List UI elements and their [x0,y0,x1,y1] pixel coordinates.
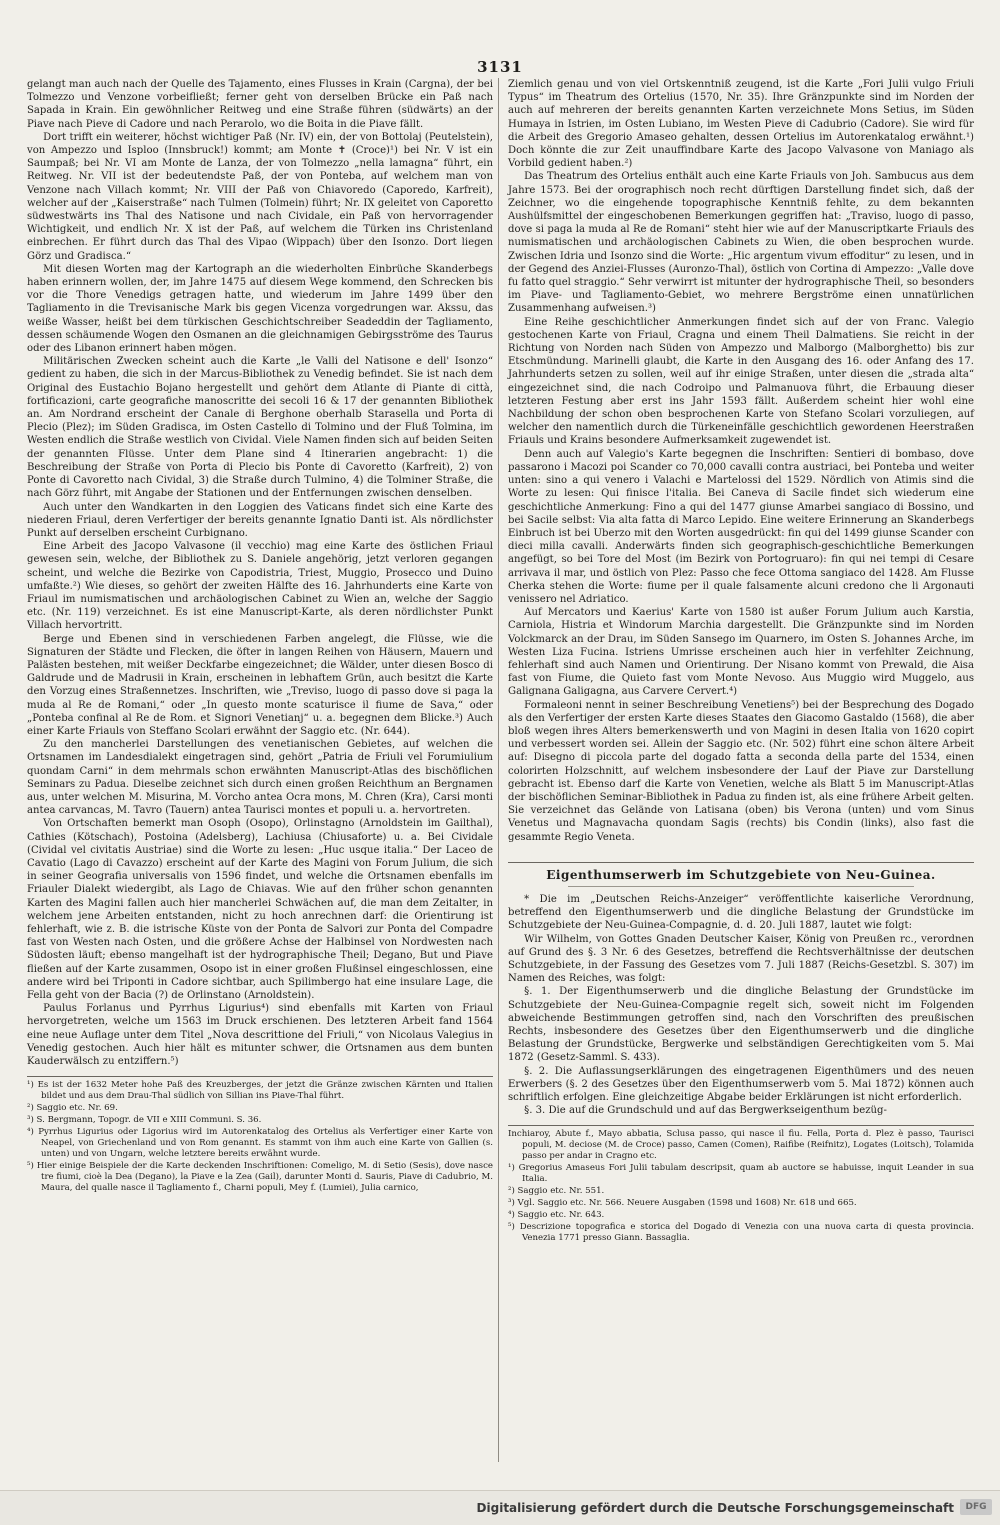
footnote: ³) Vgl. Saggio etc. Nr. 566. Neuere Ausgaben (1598 und 1608) Nr. 618 und 665. [508,1198,857,1209]
paragraph: Eine Arbeit des Jacopo Valvasone (il vecchio) mag eine Karte des östlichen Friaul gewesen sein, welche, der Bibliothek zu S. Daniele angehörig, jetzt verloren gegangen scheint, und welche die Bezirke von Capodistria, Triest, Muggio, Prosecco und Duino umfaßte.²) Wie dieses, so gehört der zweiten Hälfte des 16. Jahrhunderts eine Karte von Friaul im numismatischen und archäologischen Cabinet zu Wien an, welche der Saggio etc. (Nr. 119) verzeichnet. Es ist eine Manuscript-Karte, als deren nördlichster Punkt Villach hervortritt. [27,541,493,632]
footnote: ¹) Es ist der 1632 Meter hohe Paß des Kreuzberges, der jetzt die Gränze zwischen Kärnten und Italien bildet und aus dem Drau-Thal südlich von Sillian ins Piave-Thal führt. [27,1080,493,1102]
paragraph: Denn auch auf Valegio's Karte begegnen die Inschriften: Sentieri di bombaso, dove passarono i Macozi poi Scander co 70,000 cavalli contra austriaci, bei Ponteba und weiter unten: sino a qui venero i Valachi e Martelossi del 1529. Nördlich von Atimis sind die Worte zu lesen: Qui finisce l'italia. Bei Caneva di Sacile findet sich wiederum eine geschichtliche Anmerkung: Fino a qui del 1477 giunse Amarbei sangiaco di Bossino, und bei Sacile selbst: Via alta fatta di Marco Lepido. Eine weitere Erinnerung an Skanderbegs Einbruch ist bei Uberzo mit den Worten ausgedrückt: fin qui del 1499 giunse Scander con dieci milla cavalli. Anderwärts finden sich geographisch-geschichtliche Bemerkungen angefügt, so bei Tore del Most (im Bezirk von Portogruaro): fin qui nei tempi di Cesare arrivava il mar, und östlich von Plez: Passo che fece Ottoma sangiaco del 1428. Am Flusse Cherka stehen die Worte: fiume per il quale falsamente alcuni credono che li Argonauti venissero nel Adriatico. [508,448,974,605]
paragraph: Wir Wilhelm, von Gottes Gnaden Deutscher Kaiser, König von Preußen rc., verordnen auf Grund des §. 3 Nr. 6 des Gesetzes, betreffend die Rechtsverhältnisse der deutschen Schutzgebiete, in der Fassung des Gesetzes vom 7. Juli 1887 (Reichs-Gesetzbl. S. 307) im Namen des Reiches, was folgt: [508,933,974,985]
paragraph: Das Theatrum des Ortelius enthält auch eine Karte Friauls von Joh. Sambucus aus dem Jahre 1573. Bei der orographisch noch recht dürftigen Darstellung findet sich, daß der Zeichner, wo die eingehende topographische Kenntniß fehlte, zu dem bekannten Aushülfsmittel der eingeschobenen Bemerkungen gegriffen hat: „Traviso, luogo di passo, dove si paga la muda al Re de Romani“ steht hier wie auf der Manuscriptkarte Friauls des numismatischen und archäologischen Cabinets zu Wien, die oben besprochen wurde. Zwischen Idria und Isonzo sind die Worte: „Hic argentum vivum effoditur“ zu lesen, und in der Gegend des Anziei-Flusses (Auronzo-Thal), östlich von Cortina di Ampezzo: „Valle dove fu fatto quel straggio.“ Sehr verwirrt ist mitunter der hydrographische Theil, so besonders im Piave- und Tagliamento-Gebiet, wo mehrere Bergströme einen unnatürlichen Zusammenhang aufweisen.³) [508,171,974,315]
footnote: ⁴) Saggio etc. Nr. 643. [508,1210,605,1221]
paragraph: gelangt man auch nach der Quelle des Tajamento, eines Flusses in Krain (Cargna), der bei Tolmezzo und Venzone vorbeifließt; ferner geht von derselben Brücke ein Paß nach Sapada in Krain. Ein gewöhnlicher Reitweg und eine Straße führen (südwärts) an der Piave nach Pieve di Cadore und nach Perarolo, wo die Boita in die Piave fällt. [27,79,493,130]
paragraph: §. 3. Die auf die Grundschuld und auf das Bergwerkseigenthum bezüg- [524,1105,887,1117]
footnote: Inchiaroy, Abute f., Mayo abbatia, Sclusa passo, qui nasce il fiu. Fella, Porta d. Plez è passo, Taurisci populi, M. deciose (M. de Croce) passo, Camen (Comen), Raifibe (Reifnitz), Logates (Loitsch), Tolamida passo per andar in Cragno etc. [508,1129,974,1162]
paragraph: §. 1. Der Eigenthumserwerb und die dingliche Belastung der Grundstücke im Schutzgebiete der Neu-Guinea-Compagnie regelt sich, soweit nicht im Folgenden abweichende Bestimmungen getroffen sind, nach den Vorschriften des preußischen Rechts, insbesondere des Gesetzes über den Eigenthumserwerb und die dingliche Belastung der Grundstücke, Bergwerke und selbständigen Gerechtigkeiten vom 5. Mai 1872 (Gesetz-Samml. S. 433). [508,986,974,1064]
right-column [508,78,974,1245]
footnote: ¹) Gregorius Amaseus Fori Julii tabulam descripsit, quam ab auctore se habuisse, inquit Leander in sua Italia. [508,1163,974,1185]
paragraph: Militärischen Zwecken scheint auch die Karte „le Valli del Natisone e dell' Isonzo“ gedient zu haben, die sich in der Marcus-Bibliothek zu Venedig befindet. Sie ist nach dem Original des Eustachio Bojano hergestellt und gehört dem Atlante di Piante di città, fortificazioni, carte geografiche manoscritte dei secoli 16 & 17 der genannten Bibliothek an. Am Nordrand erscheint der Canale di Berghone oberhalb Starasella und Porta di Plecio (Plez); im Süden Gradisca, im Osten Castello di Tolmino und der Fluß Tolmina, im Westen endlich die Straße westlich von Cividal. Viele Namen finden sich auf beiden Seiten der genannten Flüsse. Unter dem Plane sind 4 Itinerarien angebracht: 1) die Beschreibung der Straße von Porta di Plecio bis Ponte di Cavoretto (Karfreit), 2) von Ponte di Cavoretto nach Cividal, 3) die Straße durch Tulmino, 4) die Tolminer Straße, die nach Görz führt, mit Angabe der Stationen und der Entfernungen zwischen denselben. [27,356,493,500]
section-title-rule [568,886,914,887]
column-divider [498,78,499,1462]
paragraph: Von Ortschaften bemerkt man Osoph (Osopo), Orlinstagno (Arnoldstein im Gailthal), Cathies (Kötschach), Postoina (Adelsberg), Lachiusa (Chiusaforte) u. a. Bei Cividale (Cividal vel civitatis Austriae) sind die Worte zu lesen: „Huc usque italia.“ Der Laceo de Cavatio (Lago di Cavazzo) erscheint auf der Karte des Magini von Forum Julium, die sich in seiner Geografia universalis von 1596 findet, und welche die Ortsnamen ebenfalls im Friauler Dialekt wiedergibt, als Lago de Chiavas. Wie auf den früher schon genannten Karten des Magini fallen auch hier mancherlei Schwächen auf, die man dem Zeitalter, in welchem jene Arbeiten entstanden, nicht zu hoch anrechnen darf: die Orientirung ist fehlerhaft, wie z. B. die istrische Küste von der Ponta de Salvori zur Ponta del Compadre fast von Westen nach Osten, und die größere Achse der Halbinsel von Nordwesten nach Südosten läuft; ebenso mangelhaft ist der hydrographische Theil; Degano, But und Piave fließen auf der Karte zusammen, Osopo ist in einer großen Flußinsel eingeschlossen, eine andere wird bei Triponti in Cadore sichtbar, auch Spilimbergo hat eine insulare Lage, die Fella geht von der Bacia (?) de Orlinstano (Arnoldstein). [27,818,493,1002]
footnote: ³) S. Bergmann, Topogr. de VII e XIII Communi. S. 36. [27,1115,262,1126]
paragraph: * Die im „Deutschen Reichs-Anzeiger“ veröffentlichte kaiserliche Verordnung, betreffend den Eigenthumserwerb und die dingliche Belastung der Grundstücke im Schutzgebiete der Neu-Guinea-Compagnie, d. d. 20. Juli 1887, lautet wie folgt: [508,893,974,932]
paragraph: Mit diesen Worten mag der Kartograph an die wiederholten Einbrüche Skanderbegs haben erinnern wollen, der, im Jahre 1475 auf diesem Wege kommend, den Schrecken bis vor die Thore Venedigs getragen hatte, und wiederum im Jahre 1499 über den Tagliamento in die Trevisanische Mark bis gegen Vicenza vorgedrungen war. Akssu, das weiße Wasser, heißt bei dem türkischen Geschichtschreiber Seadeddin der Tagliamento, dessen schäumende Wogen den Osmanen an die gleichnamigen Gebirgsströme des Taurus oder des Libanon erinnert haben mögen. [27,263,493,355]
left-column [27,78,493,1195]
page-number: 3131 [477,58,523,76]
footnote: ⁴) Pyrrhus Ligurius oder Ligorius wird im Autorenkatalog des Ortelius als Verfertiger einer Karte von Neapel, von Griechenland und von Rom genannt. Es stammt von ihm auch eine Karte von Gallien (s. unten) und von Ungarn, welche letztere bereits erwähnt wurde. [27,1127,493,1160]
dfg-logo-icon: DFG [960,1499,992,1515]
paragraph: Paulus Forlanus und Pyrrhus Ligurius⁴) sind ebenfalls mit Karten von Friaul hervorgetreten, welche um 1563 im Druck erschienen. Des letzteren Arbeit fand 1564 eine neue Auflage unter dem Titel „Nova descrittione del Friuli,“ von Nicolaus Valegius in Venedig gestochen. Auch hier hält es mitunter schwer, die Ortsnamen aus dem bunten Kauderwälsch zu entziffern.⁵) [27,1003,493,1068]
paragraph: Eine Reihe geschichtlicher Anmerkungen findet sich auf der von Franc. Valegio gestochenen Karte von Friaul, Cragna und einem Theil Dalmatiens. Sie reicht in der Richtung von Norden nach Süden von Ampezzo und Malborgo (Malborghetto) bis zur Etschmündung. Marinelli glaubt, die Karte in den Ausgang des 16. oder Anfang des 17. Jahrhunderts setzen zu sollen, weil auf ihr einige Straßen, unter diesen die „strada alta“ eingezeichnet sind, die nach Codroipo und Palmanuova führt, die Erbauung dieser letzteren Festung aber erst ins Jahr 1593 fällt. Außerdem scheint hier wohl eine Nachbildung der schon oben besprochenen Karte von Stefano Scolari vorzuliegen, auf welcher den namentlich durch die Türkeneinfälle geschichtlich gewordenen Heerstraßen Friauls und Krains besondere Aufmerksamkeit zugewendet ist. [508,316,974,447]
paragraph: Auch unter den Wandkarten in den Loggien des Vaticans findet sich eine Karte des niederen Friaul, deren Verfertiger der bereits genannte Ignatio Danti ist. Als nördlichster Punkt auf derselben erscheint Curbignano. [27,501,493,539]
footnotes [508,1125,974,1244]
footnotes [27,1076,493,1194]
section-rule [508,862,974,863]
paragraph: Ziemlich genau und von viel Ortskenntniß zeugend, ist die Karte „Fori Julii vulgo Friuli Typus“ im Theatrum des Ortelius (1570, Nr. 35). Ihre Gränzpunkte sind im Norden der auch auf mehreren der bereits genannten Karten verzeichnete Mons Setius, im Süden Humaya in Istrien, im Osten Lubiano, im Westen Pieve di Cadubrio (Cadore). Sie wird für die Arbeit des Gregorio Amaseo gehalten, dessen Ortelius im Autorenkatalog erwähnt.¹) Doch könnte die zur Zeit unauffindbare Karte des Jacopo Valvasone von Maniago als Vorbild gedient haben.²) [508,79,974,170]
footer-bar [0,1490,1000,1525]
paragraph: Berge und Ebenen sind in verschiedenen Farben angelegt, die Flüsse, wie die Signaturen der Städte und Flecken, die öfter in langen Reihen von Häusern, Mauern und Palästen bestehen, mit weißer Deckfarbe eingezeichnet; die Wälder, unter diesen Bosco di Galdrude und de Madrusii in Krain, erscheinen in lebhaftem Grün, auch besitzt die Karte den Vorzug eines Straßennetzes. Inschriften, wie „Treviso, luogo di passo dove si paga la muda al Re de Romani,“ oder „In questo monte scaturisce il fiume de Sava,“ oder „Ponteba confinal al Re de Rom. et Signori Venetianj“ u. a. begegnen dem Blicke.³) Auch einer Karte Friauls von Steffano Scolari erwähnt der Saggio etc. (Nr. 644). [27,633,493,737]
footnote: ²) Saggio etc. Nr. 69. [27,1103,118,1114]
footnote: ⁵) Hier einige Beispiele der die Karte deckenden Inschriftionen: Comeligo, M. di Setio (Sesis), dove nasce tre fiumi, cioè la Dea (Degano), la Piave e la Zea (Gail), darunter Monti d. Sauris, Piave di Cadubrio, M. Maura, del qualle nasce il Tagliamento f., Charni populi, Mey f. (Lumiei), Julia carnico, [27,1161,493,1194]
paragraph: Formaleoni nennt in seiner Beschreibung Venetiens⁵) bei der Besprechung des Dogado als den Verfertiger der ersten Karte dieses Staates den Giacomo Gastaldo (1568), die aber bloß wegen ihres Alters bemerkenswerth und von Magini in desen Italia von 1620 copirt und verbessert worden sei. Allein der Saggio etc. (Nr. 502) führt eine schon ältere Arbeit auf: Disegno di piccola parte del dogado fatta a seconda della parte del 1534, einen colorirten Holzschnitt, auf welchem insbesondere der Lauf der Piave zur Darstellung gebracht ist. Ebenso darf die Karte von Venetien, welche als Blatt 5 im Manuscript-Atlas der bischöflichen Seminar-Bibliothek in Padua zu finden ist, als eine frühere Arbeit gelten. Sie verzeichnet das Gelände von Latisana (oben) bis Verona (unten) und vom Sinus Venetus und Magnavacha quondam Sagis (rechts) bis Condin (links), also fast die gesammte Regio Veneta. [508,699,974,843]
footnote: ²) Saggio etc. Nr. 551. [508,1186,605,1197]
paragraph: Zu den mancherlei Darstellungen des venetianischen Gebietes, auf welchen die Ortsnamen im Landesdialekt eingetragen sind, gehört „Patria de Friuli vel Forumiulium quondam Carni“ in dem mehrmals schon erwähnten Manuscript-Atlas des bischöflichen Seminars zu Padua. Dieselbe zeichnet sich durch einen großen Reichthum an Bergnamen aus, unter welchen M. Misurina, M. Vorcho antea Ocra mons, M. Chren (Kra), Carsi monti antea carvancas, M. Tavro (Tauern) antea Taurisci montes et populi u. a. hervortreten. [27,739,493,817]
paragraph: Dort trifft ein weiterer, höchst wichtiger Paß (Nr. IV) ein, der von Bottolaj (Peutelstein), von Ampezzo und Isploo (Innsbruck!) kommt; am Monte ✝ (Croce)¹) bei Nr. V ist ein Saumpaß; bei Nr. VI am Monte de Lanza, der von Tolmezzo „nella lamagna“ führt, ein Reitweg. Nr. VII ist der bedeutendste Paß, der von Ponteba, auf welchem man von Venzone nach Villach kommt; Nr. VIII der Paß von Chiavoredo (Caporedo, Karfreit), welcher auf der „Kaiserstraße“ nach Tulmen (Tolmein) führt; Nr. IX geleitet von Caporetto südwestwärts ins Thal des Natisone und nach Cividale, ein Paß von hervorragender Wichtigkeit, und endlich Nr. X ist der Paß, auf welchem die Türken ins Christenland einbrechen. Er führt durch das Thal des Vipao (Wippach) über den Isonzo. Dort liegen Görz und Gradisca.“ [27,131,493,262]
paragraph: §. 2. Die Auflassungserklärungen des eingetragenen Eigenthümers und des neuen Erwerbers (§. 2 des Gesetzes über den Eigenthumserwerb vom 5. Mai 1872) können auch schriftlich erfolgen. Eine gleichzeitige Abgabe beider Erklärungen ist nicht erforderlich. [508,1065,974,1104]
footer-credit: Digitalisierung gefördert durch die Deutsche Forschungsgemeinschaft [476,1501,954,1515]
footnote: ⁵) Descrizione topografica e storica del Dogado di Venezia con una nuova carta di questa provincia. Venezia 1771 presso Giann. Bassaglia. [508,1222,974,1244]
paragraph: Auf Mercators und Kaerius' Karte von 1580 ist außer Forum Julium auch Karstia, Carniola, Histria et Windorum Marchia dargestellt. Die Gränzpunkte sind im Norden Volckmarck an der Drau, im Süden Sansego im Quarnero, im Osten S. Johannes Arche, im Westen Liza Fucina. Istriens Umrisse erscheinen auch hier in verfehlter Zeichnung, fehlerhaft sind auch Namen und Orientirung. Der Nisano kommt von Prewald, die Aisa fast von Fiume, die Quieto fast vom Monte Nevoso. Aus Muggio wird Muggelo, aus Galignana Galigagna, aus Carvere Cervert.⁴) [508,607,974,698]
section-title: Eigenthumserwerb im Schutzgebiete von Neu-Guinea. [546,867,936,882]
